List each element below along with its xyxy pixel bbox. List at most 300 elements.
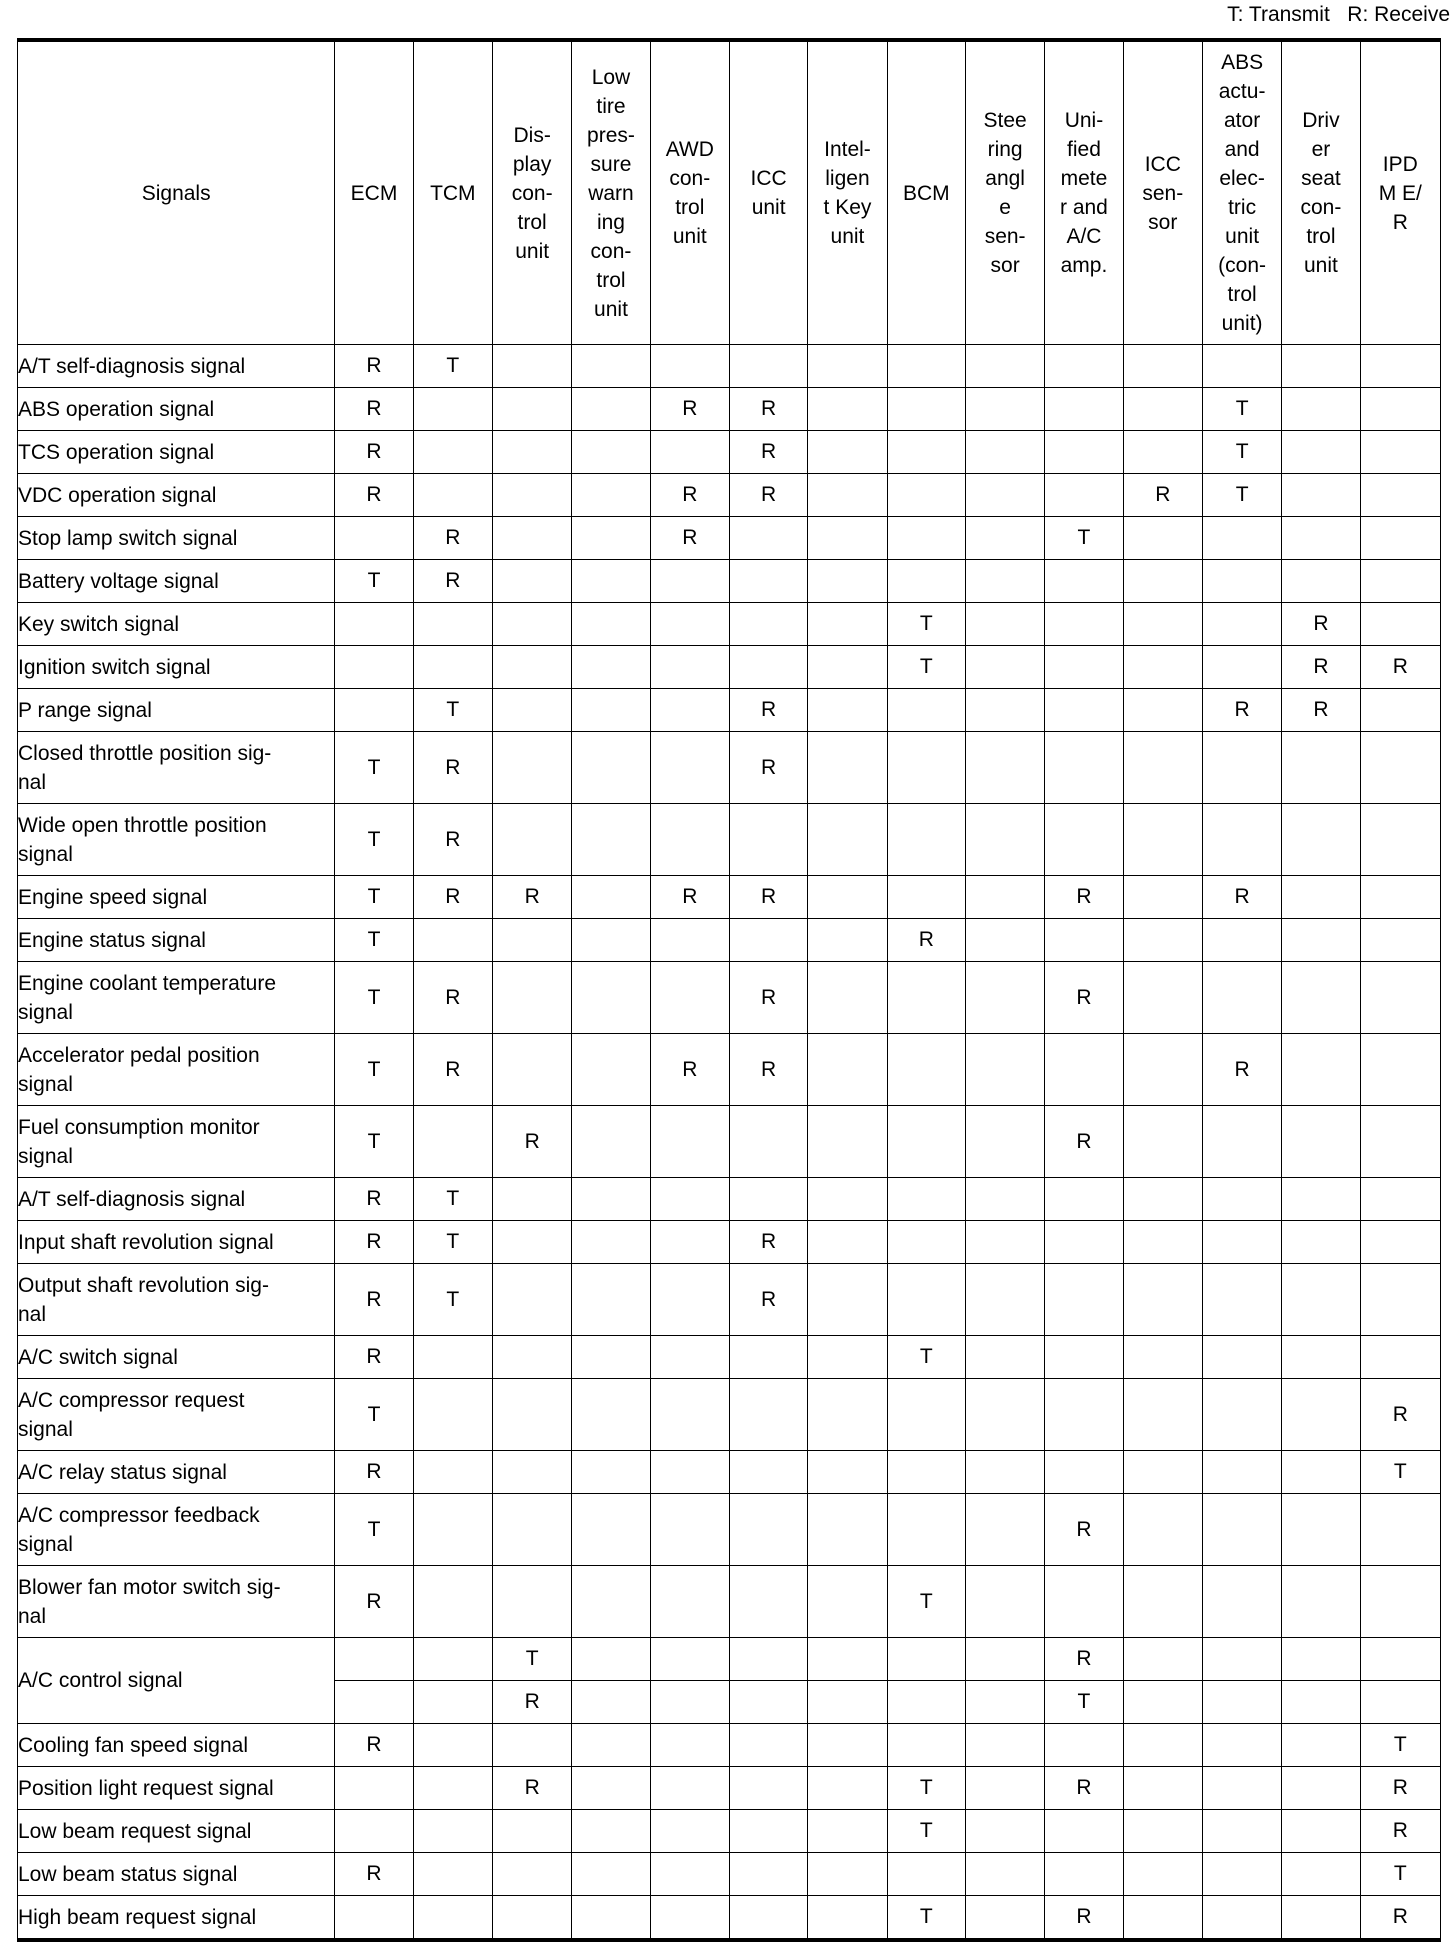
cell-steer (965, 1767, 1044, 1810)
cell-ikey (808, 1451, 887, 1494)
table-row (18, 1221, 1441, 1264)
cell-ltpw (572, 1681, 650, 1724)
cell-iccs (1123, 431, 1202, 474)
cell-awd (650, 345, 729, 388)
cell-steer (965, 1724, 1044, 1767)
column-header-bcm (887, 40, 965, 345)
cell-meter: R (1045, 1638, 1123, 1681)
cell-ikey (808, 962, 887, 1034)
cell-awd: R (650, 388, 729, 431)
table-row (18, 1638, 1441, 1681)
cell-ecm (335, 1810, 413, 1853)
cell-disp (492, 646, 571, 689)
cell-meter (1045, 603, 1123, 646)
cell-abs (1202, 1638, 1281, 1681)
cell-disp (492, 474, 571, 517)
column-header-line: tire (596, 94, 626, 118)
cell-ltpw (572, 1566, 650, 1638)
cell-meter (1045, 1178, 1123, 1221)
cell-disp: R (492, 876, 571, 919)
cell-awd (650, 1264, 729, 1336)
cell-meter (1045, 1724, 1123, 1767)
cell-iccs: R (1123, 474, 1202, 517)
signal-name: Low beam request signal (18, 1810, 335, 1853)
table-row (18, 474, 1441, 517)
column-header-awd (650, 40, 729, 345)
cell-tcm: R (413, 517, 492, 560)
cell-ipdm: R (1360, 1810, 1440, 1853)
cell-ecm: R (335, 1221, 413, 1264)
cell-tcm: T (413, 689, 492, 732)
cell-seat (1282, 732, 1360, 804)
cell-seat: R (1282, 646, 1360, 689)
cell-awd (650, 560, 729, 603)
signal-name: A/T self-diagnosis signal (18, 345, 335, 388)
cell-ikey (808, 1638, 887, 1681)
cell-ipdm: R (1360, 1767, 1440, 1810)
column-header-line: AWD (665, 138, 714, 161)
cell-icc (729, 1896, 807, 1941)
column-header-line: sure (590, 152, 632, 176)
cell-bcm (887, 1724, 965, 1767)
cell-ltpw (572, 1034, 650, 1106)
cell-ipdm (1360, 1106, 1440, 1178)
cell-ltpw (572, 876, 650, 919)
table-row (18, 345, 1441, 388)
cell-iccs (1123, 1681, 1202, 1724)
cell-steer (965, 1494, 1044, 1566)
cell-steer (965, 646, 1044, 689)
cell-seat (1282, 1034, 1360, 1106)
cell-awd (650, 1451, 729, 1494)
table-row (18, 1336, 1441, 1379)
cell-awd (650, 1638, 729, 1681)
signal-name: Low beam status signal (18, 1853, 335, 1896)
cell-seat (1282, 1853, 1360, 1896)
cell-steer (965, 1451, 1044, 1494)
signal-name: Engine status signal (18, 919, 335, 962)
cell-awd (650, 431, 729, 474)
cell-disp (492, 1178, 571, 1221)
column-header-line: unit (594, 297, 628, 321)
signal-name: Ignition switch signal (18, 646, 335, 689)
cell-tcm (413, 1638, 492, 1681)
cell-ltpw (572, 1106, 650, 1178)
cell-ecm: R (335, 345, 413, 388)
cell-ltpw (572, 1336, 650, 1379)
cell-steer (965, 962, 1044, 1034)
cell-abs (1202, 1451, 1281, 1494)
cell-seat (1282, 560, 1360, 603)
cell-steer (965, 732, 1044, 804)
cell-seat (1282, 1724, 1360, 1767)
cell-iccs (1123, 1494, 1202, 1566)
column-header-line: tric (1228, 196, 1257, 219)
cell-ltpw (572, 603, 650, 646)
signal-name: Engine speed signal (18, 876, 335, 919)
column-header-line: sen- (1142, 181, 1184, 205)
cell-bcm (887, 876, 965, 919)
cell-ikey (808, 1810, 887, 1853)
table-row (18, 1451, 1441, 1494)
cell-abs (1202, 1264, 1281, 1336)
column-header-tcm (413, 40, 492, 345)
cell-ecm: R (335, 1566, 413, 1638)
cell-iccs (1123, 1853, 1202, 1896)
cell-icc: R (729, 1264, 807, 1336)
column-header-line: ECM (350, 181, 398, 205)
column-header-icc (729, 40, 807, 345)
cell-bcm (887, 1034, 965, 1106)
cell-tcm (413, 1681, 492, 1724)
cell-ltpw (572, 689, 650, 732)
cell-ikey (808, 1264, 887, 1336)
table-row (18, 1724, 1441, 1767)
table-row (18, 1178, 1441, 1221)
column-header-ipdm (1360, 40, 1440, 345)
cell-ipdm (1360, 962, 1440, 1034)
cell-ltpw (572, 474, 650, 517)
cell-seat (1282, 1896, 1360, 1941)
cell-steer (965, 1638, 1044, 1681)
column-header-line: unit (515, 239, 550, 263)
cell-ipdm (1360, 919, 1440, 962)
cell-seat (1282, 1336, 1360, 1379)
cell-iccs (1123, 388, 1202, 431)
cell-awd (650, 1681, 729, 1724)
cell-iccs (1123, 1638, 1202, 1681)
cell-bcm (887, 1853, 965, 1896)
cell-icc: R (729, 962, 807, 1034)
cell-ikey (808, 646, 887, 689)
cell-steer (965, 1896, 1044, 1941)
cell-abs (1202, 1724, 1281, 1767)
cell-ltpw (572, 1178, 650, 1221)
cell-bcm (887, 732, 965, 804)
column-header-line: TCM (430, 181, 476, 205)
cell-icc (729, 646, 807, 689)
cell-awd: R (650, 517, 729, 560)
cell-ikey (808, 1034, 887, 1106)
cell-iccs (1123, 1221, 1202, 1264)
column-header-line: Intel- (824, 138, 871, 161)
cell-steer (965, 689, 1044, 732)
cell-tcm: R (413, 876, 492, 919)
table-row (18, 1106, 1441, 1178)
cell-abs (1202, 962, 1281, 1034)
table-row (18, 962, 1441, 1034)
cell-awd (650, 646, 729, 689)
cell-seat (1282, 962, 1360, 1034)
cell-bcm (887, 1681, 965, 1724)
cell-ltpw (572, 1853, 650, 1896)
cell-disp (492, 345, 571, 388)
cell-awd (650, 689, 729, 732)
cell-ltpw (572, 1379, 650, 1451)
signal-name: Engine coolant temperature signal (18, 962, 335, 1034)
cell-meter: R (1045, 1494, 1123, 1566)
cell-meter (1045, 732, 1123, 804)
cell-bcm (887, 962, 965, 1034)
cell-icc (729, 1106, 807, 1178)
cell-disp (492, 804, 571, 876)
cell-bcm (887, 1106, 965, 1178)
cell-disp (492, 919, 571, 962)
cell-steer (965, 1178, 1044, 1221)
cell-ecm (335, 689, 413, 732)
table-row (18, 1767, 1441, 1810)
cell-ecm (335, 646, 413, 689)
cell-iccs (1123, 804, 1202, 876)
cell-ecm: T (335, 1494, 413, 1566)
cell-tcm: R (413, 804, 492, 876)
cell-awd (650, 1379, 729, 1451)
cell-ltpw (572, 1494, 650, 1566)
cell-ltpw (572, 1896, 650, 1941)
cell-iccs (1123, 646, 1202, 689)
cell-iccs (1123, 1451, 1202, 1494)
cell-icc (729, 1767, 807, 1810)
cell-steer (965, 1106, 1044, 1178)
cell-disp: R (492, 1681, 571, 1724)
cell-abs (1202, 646, 1281, 689)
cell-ipdm (1360, 474, 1440, 517)
cell-icc (729, 1566, 807, 1638)
column-header-line: er (1311, 138, 1331, 161)
cell-awd (650, 1106, 729, 1178)
table-row (18, 1034, 1441, 1106)
cell-ltpw (572, 1638, 650, 1681)
cell-seat: R (1282, 603, 1360, 646)
cell-seat (1282, 1221, 1360, 1264)
cell-bcm (887, 474, 965, 517)
cell-ikey (808, 1221, 887, 1264)
cell-meter: R (1045, 1106, 1123, 1178)
cell-ltpw (572, 431, 650, 474)
cell-awd (650, 1853, 729, 1896)
cell-ikey (808, 1896, 887, 1941)
table-row (18, 1810, 1441, 1853)
cell-icc: R (729, 732, 807, 804)
cell-seat (1282, 1810, 1360, 1853)
signal-name: Fuel consumption monitor signal (18, 1106, 335, 1178)
cell-disp (492, 1810, 571, 1853)
cell-ipdm (1360, 560, 1440, 603)
cell-ikey (808, 732, 887, 804)
cell-ikey (808, 1767, 887, 1810)
cell-bcm (887, 1264, 965, 1336)
cell-ipdm (1360, 1638, 1440, 1681)
cell-tcm: R (413, 732, 492, 804)
cell-seat (1282, 1767, 1360, 1810)
cell-bcm (887, 345, 965, 388)
cell-iccs (1123, 962, 1202, 1034)
column-header-line: ABS (1221, 51, 1264, 74)
table-row (18, 1853, 1441, 1896)
cell-meter (1045, 1034, 1123, 1106)
cell-bcm: T (887, 1336, 965, 1379)
cell-ecm (335, 1896, 413, 1941)
cell-steer (965, 345, 1044, 388)
cell-ikey (808, 517, 887, 560)
column-header-line: warn (588, 181, 634, 205)
signal-name: A/C control signal (18, 1638, 335, 1724)
cell-iccs (1123, 689, 1202, 732)
cell-ecm: T (335, 962, 413, 1034)
column-header-line: ator (1224, 109, 1261, 132)
signal-name: P range signal (18, 689, 335, 732)
cell-abs (1202, 1810, 1281, 1853)
cell-steer (965, 1264, 1044, 1336)
cell-awd (650, 962, 729, 1034)
cell-steer (965, 919, 1044, 962)
cell-icc (729, 1724, 807, 1767)
cell-ipdm (1360, 1034, 1440, 1106)
cell-seat (1282, 431, 1360, 474)
cell-abs (1202, 1106, 1281, 1178)
cell-awd: R (650, 876, 729, 919)
table-row (18, 1264, 1441, 1336)
cell-steer (965, 474, 1044, 517)
cell-ipdm (1360, 1494, 1440, 1566)
cell-iccs (1123, 1810, 1202, 1853)
column-header-line: Uni- (1064, 109, 1104, 132)
cell-ecm: R (335, 1178, 413, 1221)
column-header-line: unit) (1221, 312, 1263, 335)
table-row (18, 603, 1441, 646)
cell-ltpw (572, 962, 650, 1034)
column-header-line: r and (1060, 196, 1108, 219)
cell-seat (1282, 1638, 1360, 1681)
cell-ecm: R (335, 431, 413, 474)
cell-ikey (808, 1379, 887, 1451)
cell-ipdm: R (1360, 1379, 1440, 1451)
cell-meter (1045, 689, 1123, 732)
cell-ipdm (1360, 1566, 1440, 1638)
table-row (18, 1896, 1441, 1941)
cell-icc (729, 517, 807, 560)
cell-abs: T (1202, 431, 1281, 474)
cell-bcm: T (887, 646, 965, 689)
cell-iccs (1123, 1566, 1202, 1638)
signal-name: A/T self-diagnosis signal (18, 1178, 335, 1221)
cell-icc (729, 1681, 807, 1724)
cell-icc: R (729, 388, 807, 431)
cell-ipdm: R (1360, 646, 1440, 689)
cell-ikey (808, 1681, 887, 1724)
cell-tcm (413, 431, 492, 474)
cell-tcm (413, 919, 492, 962)
cell-bcm (887, 1178, 965, 1221)
cell-iccs (1123, 732, 1202, 804)
cell-ltpw (572, 388, 650, 431)
cell-disp (492, 689, 571, 732)
cell-steer (965, 1853, 1044, 1896)
cell-icc (729, 603, 807, 646)
cell-iccs (1123, 1264, 1202, 1336)
cell-meter (1045, 345, 1123, 388)
column-header-line: trol (517, 210, 547, 234)
cell-abs (1202, 345, 1281, 388)
cell-abs (1202, 1379, 1281, 1451)
cell-bcm (887, 517, 965, 560)
cell-ipdm: T (1360, 1853, 1440, 1896)
cell-ecm: R (335, 1853, 413, 1896)
cell-seat (1282, 1451, 1360, 1494)
cell-abs (1202, 603, 1281, 646)
cell-awd (650, 919, 729, 962)
cell-ipdm: T (1360, 1724, 1440, 1767)
column-header-meter (1045, 40, 1123, 345)
cell-awd (650, 804, 729, 876)
cell-icc (729, 1853, 807, 1896)
cell-abs (1202, 517, 1281, 560)
signal-name: Accelerator pedal position signal (18, 1034, 335, 1106)
cell-bcm (887, 560, 965, 603)
cell-awd (650, 1896, 729, 1941)
column-header-line: seat (1301, 167, 1341, 190)
cell-seat (1282, 1681, 1360, 1724)
cell-bcm (887, 804, 965, 876)
column-header-line: sor (1148, 210, 1178, 234)
cell-ecm (335, 517, 413, 560)
column-header-line: trol (675, 196, 705, 219)
cell-meter: T (1045, 1681, 1123, 1724)
cell-ecm: T (335, 560, 413, 603)
signal-name: High beam request signal (18, 1896, 335, 1941)
column-header-line: play (512, 152, 552, 176)
column-header-line: unit (672, 225, 707, 248)
column-header-line: con- (669, 167, 711, 190)
cell-iccs (1123, 345, 1202, 388)
cell-iccs (1123, 603, 1202, 646)
cell-bcm: T (887, 1767, 965, 1810)
cell-icc: R (729, 876, 807, 919)
cell-meter: R (1045, 876, 1123, 919)
cell-tcm: T (413, 1221, 492, 1264)
cell-ipdm (1360, 603, 1440, 646)
cell-ecm (335, 603, 413, 646)
column-header-line: unit (830, 225, 865, 248)
cell-abs (1202, 804, 1281, 876)
column-header-line: ing (596, 210, 625, 234)
cell-disp (492, 517, 571, 560)
cell-bcm (887, 1494, 965, 1566)
table-row (18, 388, 1441, 431)
cell-abs: T (1202, 388, 1281, 431)
table-row (18, 646, 1441, 689)
cell-disp (492, 1336, 571, 1379)
cell-seat (1282, 804, 1360, 876)
cell-seat (1282, 388, 1360, 431)
cell-icc (729, 1379, 807, 1451)
column-header-line: elec- (1219, 167, 1265, 190)
cell-ltpw (572, 560, 650, 603)
cell-disp (492, 1896, 571, 1941)
cell-icc (729, 919, 807, 962)
cell-steer (965, 560, 1044, 603)
cell-meter: T (1045, 517, 1123, 560)
cell-ltpw (572, 1767, 650, 1810)
cell-steer (965, 1336, 1044, 1379)
cell-ltpw (572, 1724, 650, 1767)
legend: T: Transmit R: Receive (1227, 3, 1450, 26)
cell-seat (1282, 1106, 1360, 1178)
column-header-line: unit (1225, 225, 1260, 248)
cell-ecm: R (335, 474, 413, 517)
cell-tcm (413, 474, 492, 517)
cell-awd: R (650, 474, 729, 517)
